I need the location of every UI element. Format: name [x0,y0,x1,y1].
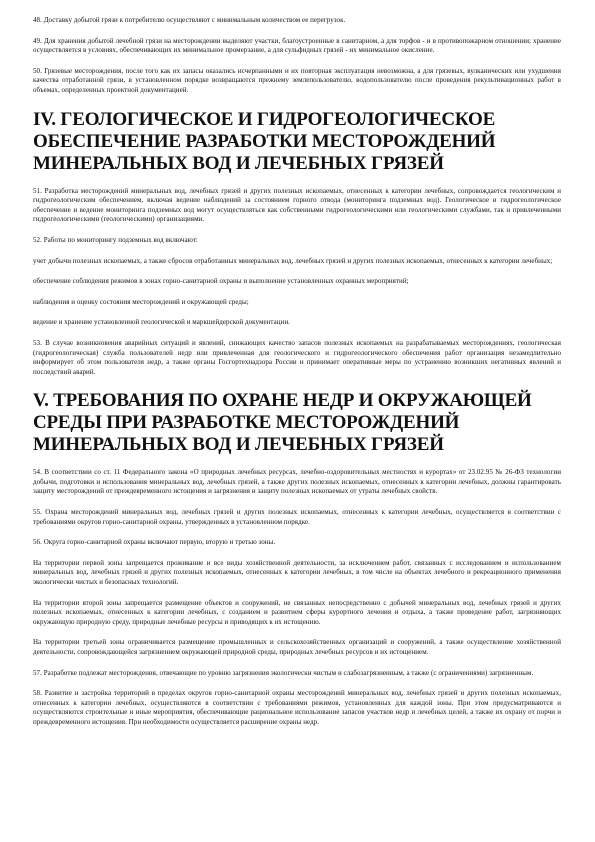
paragraph-52-item-4: ведение и хранение установленной геологической и маркшейдерской документации. [33,318,290,327]
paragraph-52-item-2: обеспечение соблюдения режимов в зонах горно-санитарной охраны и выполнение установленных охранных мероприятий; [33,277,409,286]
paragraph-48: 48. Доставку добытой грязи к потребителю осуществляют с минимальным количеством ее перегрузок. [33,16,346,24]
paragraph-58: 58. Развитие и застройка территорий в пределах округов горно-санитарной охраны месторождений минеральных вод, лечебных грязей и других полезных ископаемых, отнесенных к категории лечебных, осуществляются в соответствии с требованиями режимов, установленных для каждой зоны. При этом предусматриваются и осуществляются строительные и иные мероприятия, обеспечивающие рациональное использование запасов участков недр и лечебных целей, а также их охрану от порчи и преждевременного истощения. При необходимости осуществляется расширение охраны недр. [33,689,561,726]
paragraph-54: 54. В соответствии со ст. 11 Федерального закона «О природных лечебных ресурсах, лечебно-оздоровительных местностях и курортах» от 23.02.95 № 26-ФЗ технологии добычи, подготовки и использования минеральных вод, лечебных грязей, а также других полезных ископаемых, отнесенных к категории лечебных, должны гарантировать защиту месторождений от преждевременного истощения и загрязнения и защиту полезных ископаемых от утраты лечебных свойств. [33,468,561,496]
paragraph-49: 49. Для хранения добытой лечебной грязи на месторождении выделяют участки, благоустроенные в санитарном, а для торфов - и в противопожарном отношении; хранение осуществляется в условиях, обеспечивающих их минимальное промерзание, а для сульфидных грязей - их минимальное окисление. [33,36,561,55]
paragraph-56-zone-2: На территории второй зоны запрещается размещение объектов и сооружений, не связанных непосредственно с добычей минеральных вод, лечебных грязей и других полезных ископаемых, отнесенных к категории лечебных, с созданием и развитием сферы курортного лечения и отдыха, а также проведение работ, загрязняющих окружающую природную среду, природные лечебные ресурсы и приводящих к их истощению. [33,598,561,626]
paragraph-52: 52. Работы по мониторингу подземных вод включают: [33,235,198,244]
paragraph-55: 55. Охрана месторождений минеральных вод, лечебных грязей и других полезных ископаемых, отнесенных к категории лечебных, осуществляется в соответствии с требованиями округов горно-санитарной охраны, утвержденных в установленном порядке. [33,508,561,526]
paragraph-53: 53. В случае возникновения аварийных ситуаций и явлений, снижающих качество запасов полезных ископаемых на разрабатываемых месторождениях, геологическая (гидрогеологическая) служба пользователей недр или привлеченная для геологического и гидрогеологического обеспечения работ организация незамедлительно информирует об этом пользователя недр, а также органы Госгортехнадзора России и принимает оперативные меры по устранению возникших негативных явлений и последствий аварий. [33,338,561,376]
section-heading-v: V. ТРЕБОВАНИЯ ПО ОХРАНЕ НЕДР И ОКРУЖАЮЩЕЙ СРЕДЫ ПРИ РАЗРАБОТКЕ МЕСТОРОЖДЕНИЙ МИНЕРАЛЬНЫХ ВОД И ЛЕЧЕБНЫХ ГРЯЗЕЙ [33,390,532,456]
section-heading-iv: IV. ГЕОЛОГИЧЕСКОЕ И ГИДРОГЕОЛОГИЧЕСКОЕ ОБЕСПЕЧЕНИЕ РАЗРАБОТКИ МЕСТОРОЖДЕНИЙ МИНЕРАЛЬНЫХ ВОД И ЛЕЧЕБНЫХ ГРЯЗЕЙ [33,108,496,174]
paragraph-56-zone-1: На территории первой зоны запрещается проживание и все виды хозяйственной деятельности, за исключением работ, связанных с исследованием и использованием минеральных вод, лечебных грязей и других полезных ископаемых, отнесенных к категории лечебных, в том числе на объектах лечебного и рекреационного применения экологически чистых и безопасных технологий. [33,558,561,587]
paragraph-52-item-1: учет добычи полезных ископаемых, а также сбросов отработанных минеральных вод, лечебных грязей и других полезных ископаемых, отнесенных к категории лечебных; [33,256,553,265]
paragraph-52-item-3: наблюдения и оценку состояния месторождений и окружающей среды; [33,297,249,306]
paragraph-50: 50. Грязевые месторождения, после того как их запасы оказались исчерпанными и их повторная эксплуатация невозможна, а для грязевых, вулканических или ухудшения качества отработанной грязи, в установленном порядке возвращаются прежнему землепользователю, водопользователю после проведения рекультивационных работ в объемах, определенных проектной документацией. [33,66,561,94]
paragraph-57: 57. Разработке подлежат месторождения, отвечающие по уровню загрязнения экологически чистым и слабозагрязненным, а также (с ограничениями) загрязненным. [33,668,534,677]
paragraph-56-zone-3: На территории третьей зоны ограничивается размещение промышленных и сельскохозяйственных организаций и сооружений, а также осуществление хозяйственной деятельности, сопровождающейся загрязнением окружающей природной среды, природных лечебных ресурсов и их истощением. [33,638,561,656]
paragraph-56: 56. Округа горно-санитарной охраны включают первую, вторую и третью зоны. [33,538,276,547]
paragraph-51: 51. Разработка месторождений минеральных вод, лечебных грязей и других полезных ископаемых, отнесенных к категории лечебных, сопровождается геологическим и гидрогеологическим обеспечением, включая ведение наблюдений за состоянием горного отвода (мониторинга подземных вод). Геологическое и гидрогеологическое обеспечение и ведение мониторинга подземных вод могут осуществляться как собственными гидрогеологическими или геологическими службами, так и привлеченными гидрогеологическими (геологическими) организациями. [33,186,561,224]
